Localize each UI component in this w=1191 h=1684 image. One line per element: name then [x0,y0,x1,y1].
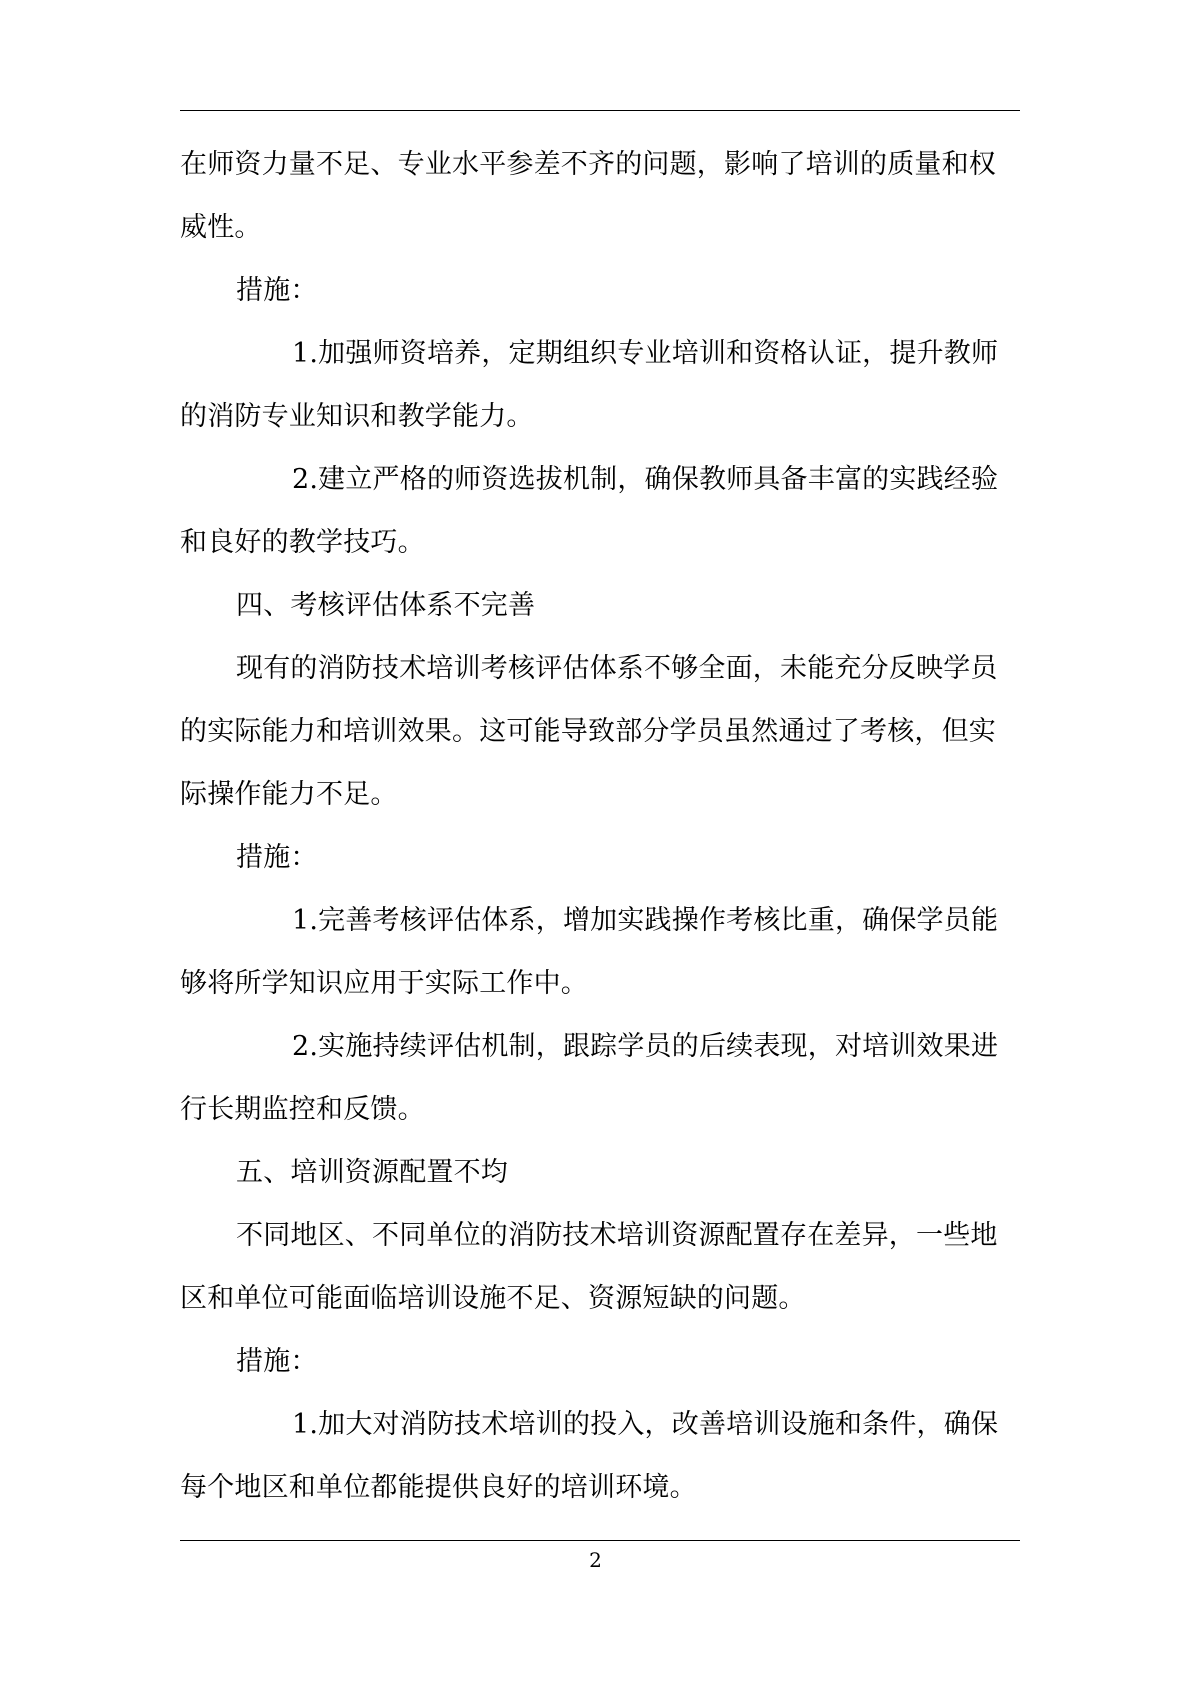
text-line: 2.实施持续评估机制，跟踪学员的后续表现，对培训效果进 [292,1031,999,1062]
text-line: 1.加强师资培养，定期组织专业培训和资格认证，提升教师 [292,338,999,369]
section-heading: 四、考核评估体系不完善 [236,590,536,621]
section-heading: 五、培训资源配置不均 [236,1157,508,1188]
text-line: 区和单位可能面临培训设施不足、资源短缺的问题。 [180,1283,806,1314]
text-line: 际操作能力不足。 [180,779,398,810]
text-line: 不同地区、不同单位的消防技术培训资源配置存在差异，一些地 [236,1220,998,1251]
text-line: 措施： [236,842,318,873]
text-line: 每个地区和单位都能提供良好的培训环境。 [180,1472,697,1503]
text-line: 1.完善考核评估体系，增加实践操作考核比重，确保学员能 [292,905,999,936]
text-line: 的实际能力和培训效果。这可能导致部分学员虽然通过了考核，但实 [180,716,996,747]
text-line: 的消防专业知识和教学能力。 [180,401,534,432]
text-line: 2.建立严格的师资选拔机制，确保教师具备丰富的实践经验 [292,464,999,495]
text-line: 行长期监控和反馈。 [180,1094,425,1125]
text-line: 够将所学知识应用于实际工作中。 [180,968,588,999]
text-line: 威性。 [180,212,262,243]
text-line: 现有的消防技术培训考核评估体系不够全面，未能充分反映学员 [236,653,998,684]
text-line: 措施： [236,1346,318,1377]
page-number: 2 [589,1548,602,1572]
text-line: 措施： [236,275,318,306]
header-rule [180,110,1020,111]
text-line: 和良好的教学技巧。 [180,527,425,558]
text-line: 在师资力量不足、专业水平参差不齐的问题，影响了培训的质量和权 [180,149,996,180]
text-line: 1.加大对消防技术培训的投入，改善培训设施和条件，确保 [292,1409,999,1440]
footer-rule [180,1540,1020,1541]
